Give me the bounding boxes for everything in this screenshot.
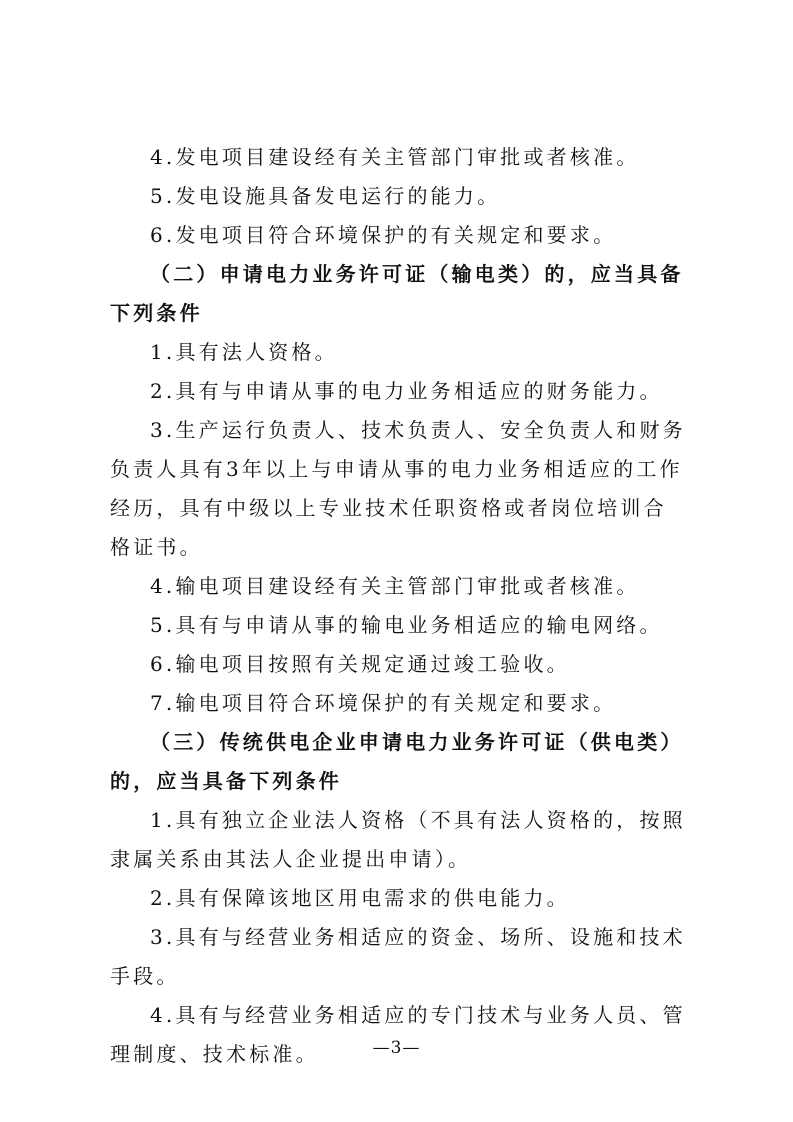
paragraph-transmission-environment: 7.输电项目符合环境保护的有关规定和要求。 [150, 691, 617, 715]
paragraph-transmission-network: 5.具有与申请从事的输电业务相适应的输电网络。 [150, 613, 663, 637]
paragraph-financial-capability: 2.具有与申请从事的电力业务相适应的财务能力。 [150, 379, 663, 403]
paragraph-personnel-qualification: 3.生产运行负责人、技术负责人、安全负责人和财务负责人具有3年以上与申请从事的电力业务相适应的工作经历，具有中级以上专业技术任职资格或者岗位培训合格证书。 [110, 418, 686, 559]
page-number: —3— [372, 1038, 421, 1058]
paragraph-supply-capability: 2.具有保障该地区用电需求的供电能力。 [150, 886, 570, 910]
paragraph-completion-acceptance: 6.输电项目按照有关规定通过竣工验收。 [150, 652, 570, 676]
section-heading-supply: （三）传统供电企业申请电力业务许可证（供电类）的，应当具备下列条件 [110, 730, 684, 793]
paragraph-power-gen-capability: 5.发电设施具备发电运行的能力。 [150, 184, 501, 208]
paragraph-power-gen-approval: 4.发电项目建设经有关主管部门审批或者核准。 [150, 145, 640, 169]
paragraph-staff-standards: 4.具有与经营业务相适应的专门技术与业务人员、管理制度、技术标准。 [110, 1003, 686, 1066]
document-body [110, 138, 688, 1074]
paragraph-independent-legal-person: 1.具有独立企业法人资格（不具有法人资格的，按照隶属关系由其法人企业提出申请）。 [110, 808, 686, 871]
paragraph-power-gen-environment: 6.发电项目符合环境保护的有关规定和要求。 [150, 223, 617, 247]
paragraph-funds-facilities: 3.具有与经营业务相适应的资金、场所、设施和技术手段。 [110, 925, 686, 988]
paragraph-transmission-approval: 4.输电项目建设经有关主管部门审批或者核准。 [150, 574, 640, 598]
paragraph-legal-person: 1.具有法人资格。 [150, 340, 338, 364]
section-heading-transmission: （二）申请电力业务许可证（输电类）的，应当具备下列条件 [110, 262, 684, 325]
